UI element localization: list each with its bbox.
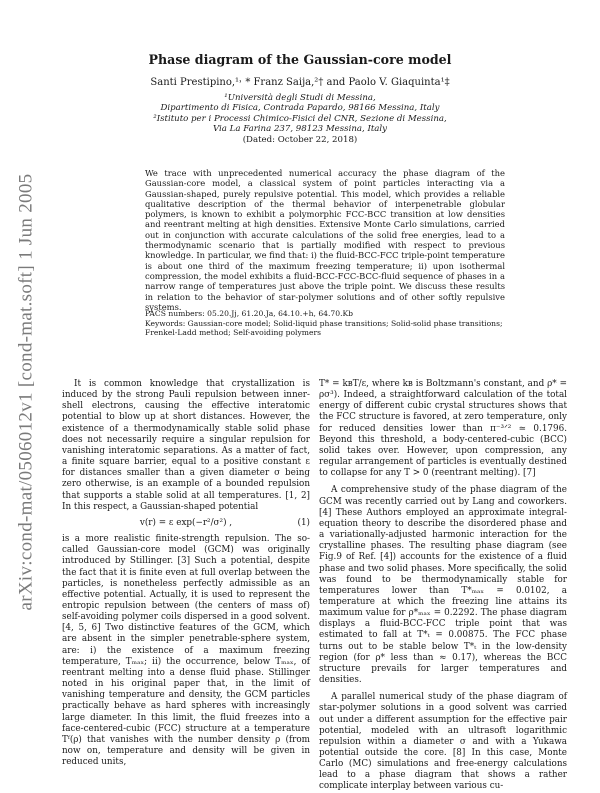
affiliation-line: ¹Università degli Studi di Messina, <box>224 93 376 103</box>
pacs-keywords <box>145 309 505 338</box>
equation-1 <box>62 518 310 529</box>
affiliation-line: Dipartimento di Fisica, Contrada Papardo, 98166 Messina, Italy <box>160 103 440 114</box>
paragraph-lang: A comprehensive study of the phase diagram of the GCM was recently carried out by Lang and coworkers. [4] These Authors employed an approximate integral-equation theory to describe the disordered phase and a variationally-adjusted harmonic interaction for the crystalline phases. The resulting phase diagram (see Fig.9 of Ref. [4]) accounts for the existence of a fluid phase and two solid phases. More specifically, the solid was found to be thermodynamically stable for temperatures lower than T*ₘₐₓ = 0.0102, a temperature at which the freezing line attains its maximum value for ρ*ₘₐₓ = 0.2292. The phase diagram displays a fluid-BCC-FCC triple point that was estimated to fall at T*ₜ = 0.00875. The FCC phase turns out to be stable below T*ₜ in the low-density region (for ρ* less than ≈ 0.17), whereas the BCC structure prevails for larger temperatures and densities. <box>319 485 567 686</box>
paragraph-intro: It is common knowledge that crystallization is induced by the strong Pauli repulsion between inner-shell electrons, causing the effective interatomic potential to blow up at short distances. However, the existence of a thermodynamically stable solid phase does not necessarily require a singular repulsion for vanishing interatomic separations. As a matter of fact, a finite square barrier, equal to a positive constant ε for distances smaller than a given diameter σ being zero otherwise, is an example of a bounded repulsion that supports a stable solid at all temperatures. [1, 2] In this respect, a Gaussian-shaped potential <box>62 379 310 512</box>
keywords: Keywords: Gaussian-core model; Solid-liquid phase transitions; Solid-solid phase transitions; Frenkel-Ladd method; Self-avoiding polymers <box>145 318 503 338</box>
equation-number: (1) <box>297 517 310 528</box>
right-column <box>319 379 567 793</box>
abstract: We trace with unprecedented numerical accuracy the phase diagram of the Gaussian-core model, a classical system of point particles interacting via a Gaussian-shaped, purely repulsive potential. This model, which provides a reliable qualitative description of the thermal behavior of interpenetrable globular polymers, is known to exhibit a polymorphic FCC-BCC transition at low densities and reentrant melting at high densities. Extensive Monte Carlo simulations, carried out in conjunction with accurate calculations of the solid free energies, lead to a thermodynamic scenario that is partially modified with respect to previous knowledge. In particular, we find that: i) the fluid-BCC-FCC triple-point temperature is about one third of the maximum freezing temperature; ii) upon isothermal compression, the model exhibits a fluid-BCC-FCC-BCC-fluid sequence of phases in a narrow range of temperatures just above the triple point. We discuss these results in relation to the behavior of star-polymer solutions and of other softly repulsive systems. <box>145 168 505 312</box>
arxiv-stamp <box>6 132 46 652</box>
arxiv-stamp-text: arXiv:cond-mat/0506012v1 [cond-mat.soft] 1 Jun 2005 <box>15 173 37 611</box>
author-list: Santi Prestipino,¹˒ * Franz Saija,²† and Paolo V. Giaquinta¹‡ <box>150 77 450 88</box>
paragraph-units: T* = kʙT/ε, where kʙ is Boltzmann's constant, and ρ* = ρσ³). Indeed, a straightforward calculation of the total energy of different cubic crystal structures shows that the FCC structure is favored, at zero temperature, only for reduced densities lower than π⁻³ᐟ² ≃ 0.1796. Beyond this threshold, a body-centered-cubic (BCC) solid takes over. However, upon compression, any regular arrangement of particles is eventually destined to collapse for any T > 0 (reentrant melting). [7] <box>319 379 567 479</box>
date-line: (Dated: October 22, 2018) <box>242 134 358 145</box>
affiliation-line: Via La Farina 237, 98123 Messina, Italy <box>212 124 388 135</box>
paper-title: Phase diagram of the Gaussian-core model <box>148 52 452 67</box>
paragraph-star-polymer: A parallel numerical study of the phase diagram of star-polymer solutions in a good solvent was carried out under a different assumption for the effective pair potential, modeled with an ultrasoft logarithmic repulsion within a diameter σ and with a Yukawa potential outside the core. [8] In this case, Monte Carlo (MC) simulations and free-energy calculations lead to a phase diagram that shows a rather complicate interplay between various cu- <box>319 692 567 792</box>
equation-body: v(r) = ε exp(−r²/σ²) , <box>139 517 233 528</box>
affiliation-line: ²Istituto per i Processi Chimico-Fisici del CNR, Sezione di Messina, <box>153 113 447 124</box>
paragraph-intro-continued: is a more realistic finite-strength repulsion. The so-called Gaussian-core model (GCM) was originally introduced by Stillinger. [3] Such a potential, despite the fact that it is finite even at full overlap between the particles, is nonetheless perfectly admissible as an effective potential. Actually, it is used to represent the entropic repulsion between (the centers of mass of) self-avoiding polymer coils dispersed in a good solvent. [4, 5, 6] Two distinctive features of the GCM, which are absent in the simpler penetrable-sphere system, are: i) the existence of a maximum freezing temperature, Tₘₐₓ; ii) the occurrence, below Tₘₐₓ, of reentrant melting into a dense fluid phase. Stillinger noted in his original paper that, in the limit of vanishing temperature and density, the GCM particles practically behave as hard spheres with increasingly large diameter. In this limit, the fluid freezes into a face-centered-cubic (FCC) structure at a temperature Tᶠ(ρ) that vanishes with the number density ρ (from now on, temperature and density will be given in reduced units, <box>62 534 310 768</box>
pacs-numbers: PACS numbers: 05.20.Jj, 61.20.Ja, 64.10.+h, 64.70.Kb <box>145 309 354 318</box>
left-column <box>62 379 310 768</box>
affiliations <box>0 93 600 145</box>
